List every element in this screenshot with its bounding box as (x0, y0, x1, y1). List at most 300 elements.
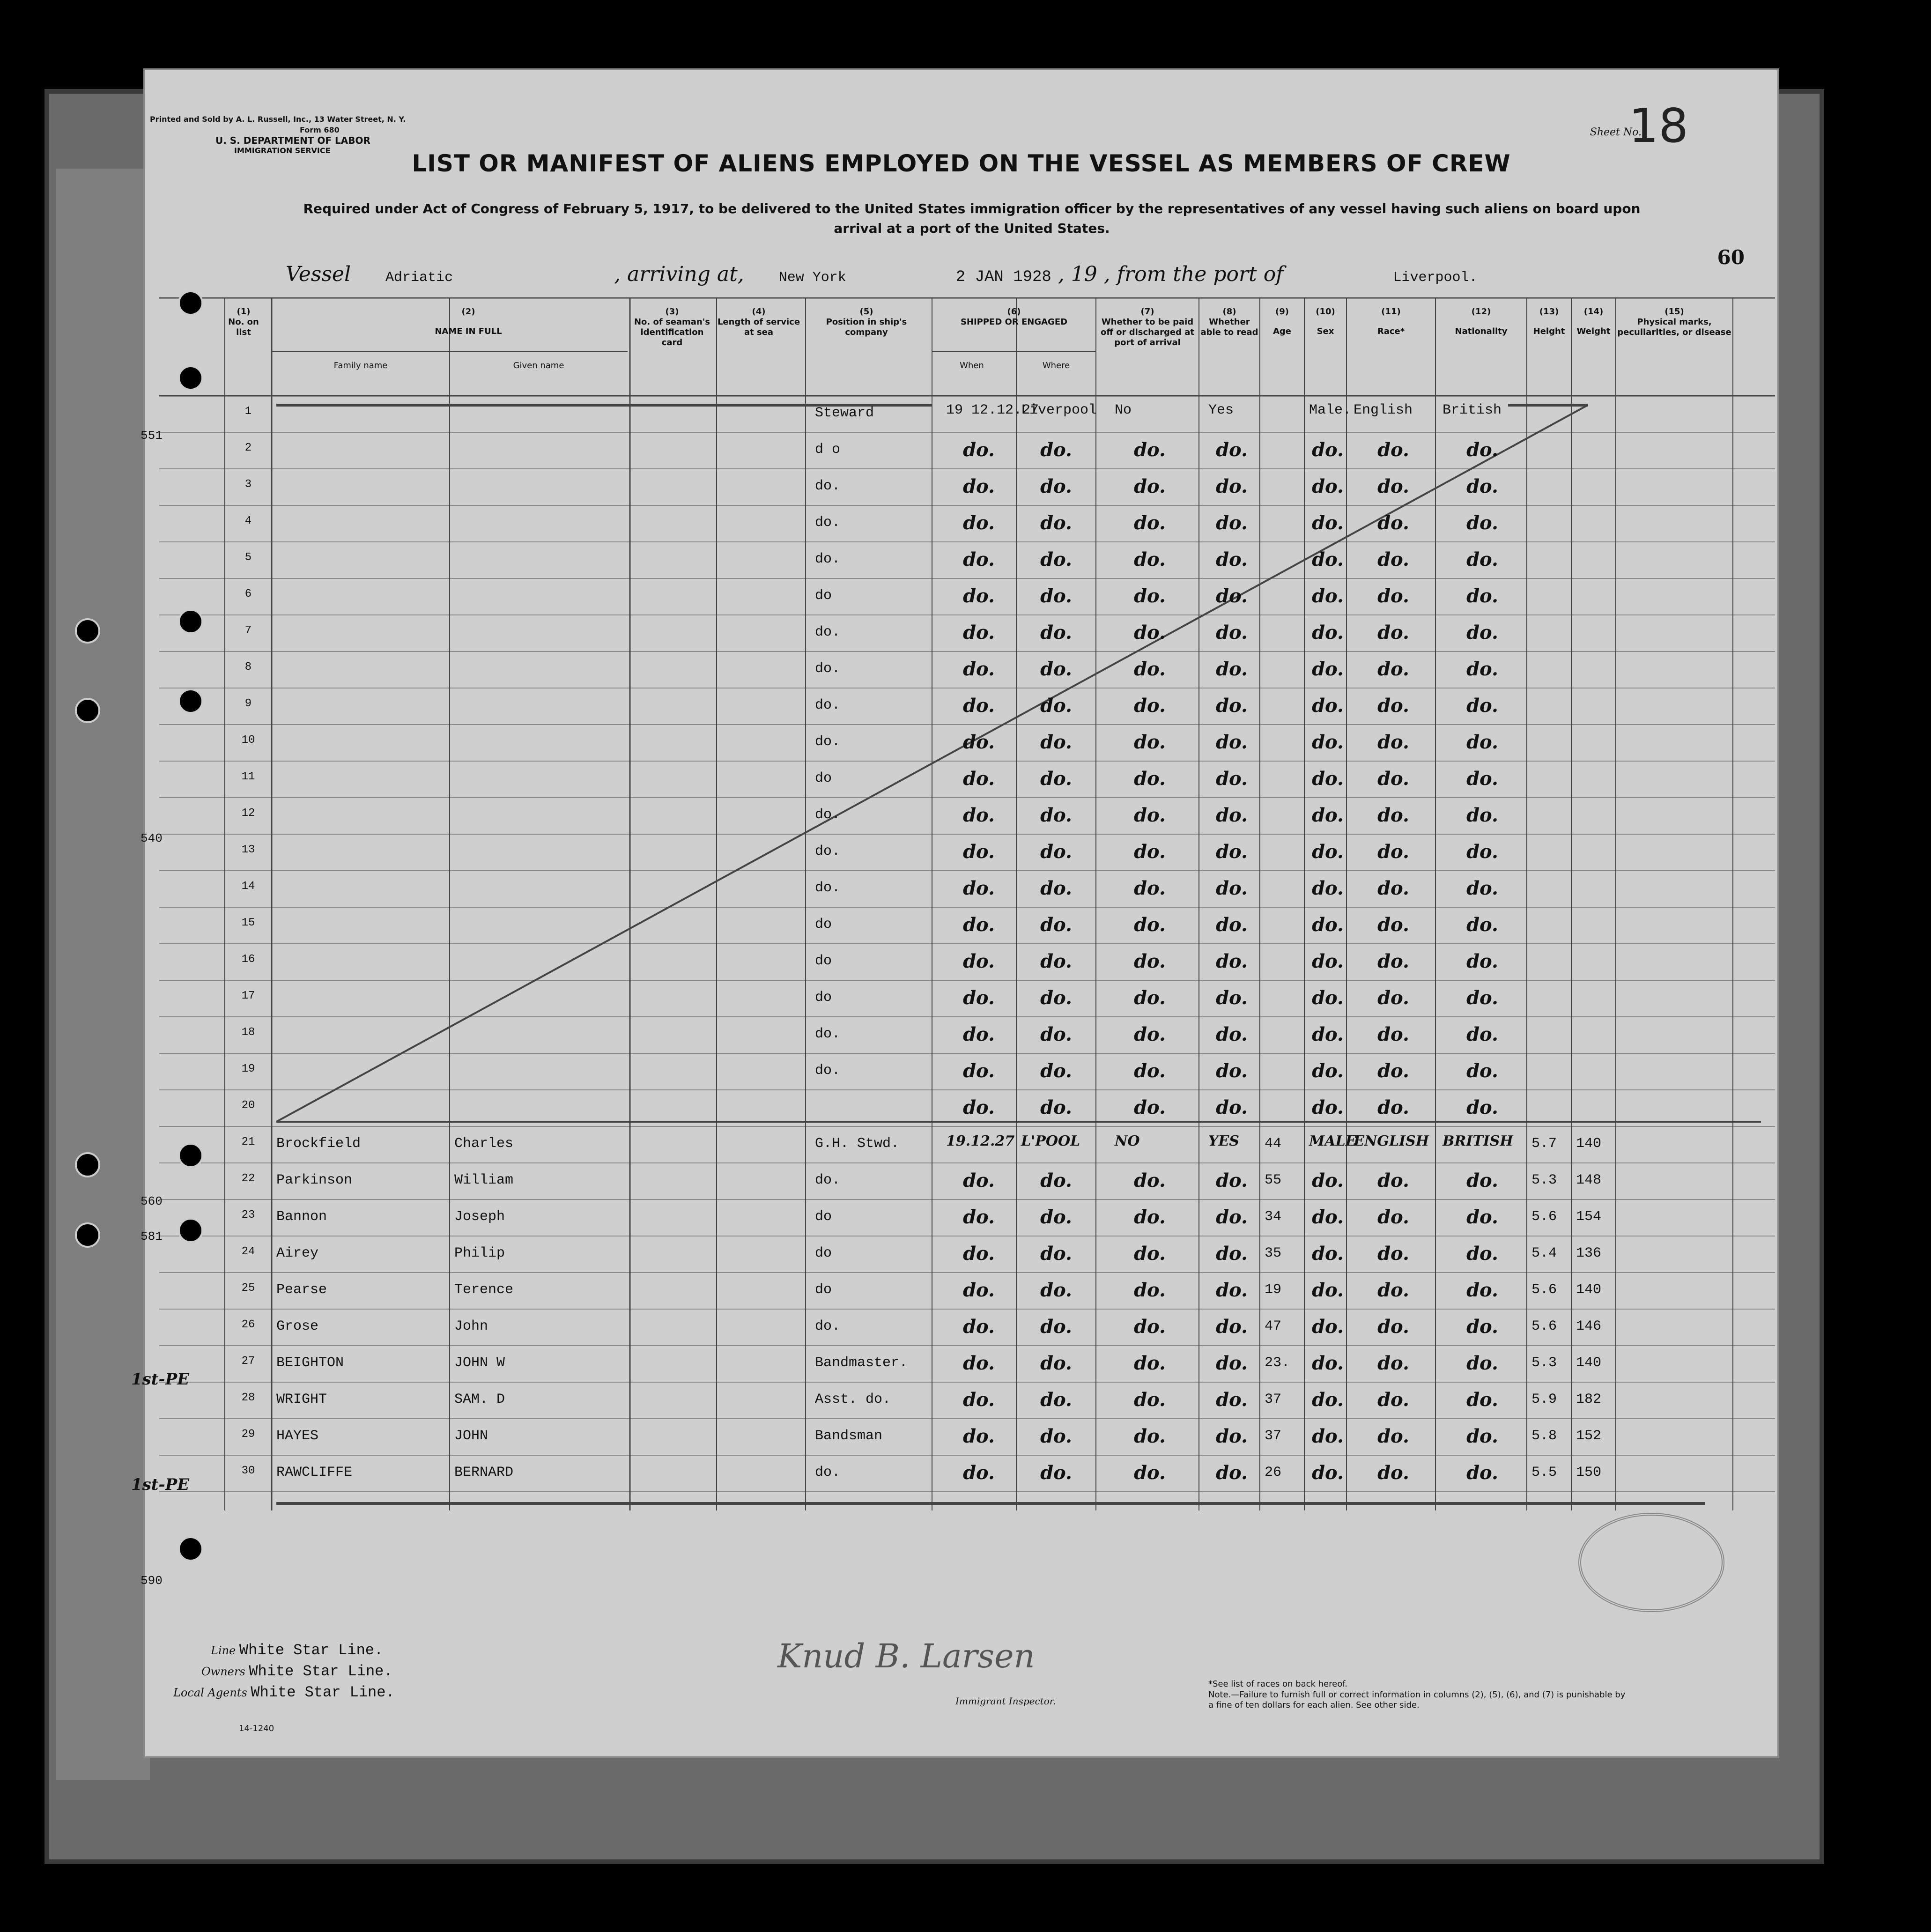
table-row (159, 871, 1775, 906)
position: do. (815, 624, 841, 640)
race: do. (1377, 1060, 1409, 1082)
sex: do. (1312, 439, 1344, 461)
race: English (1354, 402, 1413, 418)
sex: do. (1312, 877, 1344, 899)
race: do. (1377, 1389, 1409, 1411)
able-to-read: do. (1216, 731, 1248, 753)
position: do (815, 1282, 832, 1298)
shipped-when: do. (963, 585, 995, 607)
paid-off: do. (1134, 731, 1166, 753)
able-to-read: do. (1216, 1060, 1248, 1082)
list-number: 30 (241, 1465, 255, 1477)
inspector-label: Immigrant Inspector. (955, 1695, 1056, 1707)
page-number: 60 (1717, 246, 1745, 269)
col1-header: (1) No. on list (228, 307, 259, 337)
race: do. (1377, 1462, 1409, 1484)
sex: do. (1312, 1389, 1344, 1411)
paid-off: do. (1134, 512, 1166, 534)
sex: do. (1312, 1316, 1344, 1338)
weight: 140 (1576, 1136, 1602, 1152)
age: 19 (1265, 1282, 1282, 1298)
age: 55 (1265, 1172, 1282, 1188)
table-row (159, 1017, 1775, 1052)
list-number: 5 (244, 551, 252, 564)
able-to-read: do. (1216, 804, 1248, 826)
paid-off: do. (1134, 1170, 1166, 1192)
able-to-read: do. (1216, 658, 1248, 680)
given-name: JOHN W (454, 1355, 505, 1371)
list-number: 12 (241, 807, 255, 820)
list-number: 29 (241, 1428, 255, 1441)
weight: 140 (1576, 1355, 1602, 1371)
nationality: do. (1466, 914, 1498, 936)
position: do (815, 990, 832, 1006)
shipped-where: do. (1040, 1060, 1072, 1082)
list-number: 6 (244, 588, 252, 600)
sex: do. (1312, 475, 1344, 497)
able-to-read: do. (1216, 439, 1248, 461)
list-number: 2 (244, 442, 252, 454)
race: do. (1377, 768, 1409, 790)
able-to-read: do. (1216, 512, 1248, 534)
paid-off: do. (1134, 622, 1166, 644)
position: do. (815, 1318, 841, 1334)
table-row (159, 907, 1775, 942)
list-number: 7 (244, 624, 252, 637)
race: do. (1377, 622, 1409, 644)
form-code: 14-1240 (239, 1724, 274, 1733)
sex: do. (1312, 512, 1344, 534)
shipped-when: do. (963, 1243, 995, 1265)
family-name: BEIGHTON (276, 1355, 344, 1371)
position: Bandmaster. (815, 1355, 908, 1371)
nationality: do. (1466, 512, 1498, 534)
nationality: do. (1466, 1243, 1498, 1265)
height: 5.3 (1531, 1355, 1557, 1371)
position: do. (815, 697, 841, 713)
height: 5.3 (1531, 1172, 1557, 1188)
family-name: HAYES (276, 1428, 319, 1444)
sex: MALE (1309, 1133, 1356, 1149)
nationality: do. (1466, 1206, 1498, 1228)
table-row (159, 1273, 1775, 1308)
binder-hole (178, 1218, 203, 1243)
shipped-when: do. (963, 1206, 995, 1228)
shipped-where: do. (1040, 1462, 1072, 1484)
nationality: do. (1466, 1096, 1498, 1118)
race: do. (1377, 877, 1409, 899)
race: do. (1377, 1352, 1409, 1374)
sex: do. (1312, 1206, 1344, 1228)
crew-table (131, 297, 1775, 1632)
shipped-where: do. (1040, 950, 1072, 972)
shipped-where: do. (1040, 475, 1072, 497)
vessel-label: Vessel (286, 262, 351, 286)
shipped-when: do. (963, 1023, 995, 1045)
shipped-where: do. (1040, 585, 1072, 607)
race: do. (1377, 658, 1409, 680)
list-number: 20 (241, 1099, 255, 1112)
line-field: Line White Star Line. (211, 1642, 384, 1659)
paid-off: do. (1134, 1279, 1166, 1301)
shipped-when: do. (963, 768, 995, 790)
binder-hole (75, 698, 100, 723)
race: do. (1377, 1096, 1409, 1118)
nationality: do. (1466, 1462, 1498, 1484)
sheet-label: Sheet No. (1590, 126, 1642, 138)
table-row (159, 834, 1775, 869)
able-to-read: do. (1216, 1279, 1248, 1301)
when-header: When (960, 361, 984, 370)
shipped-when: do. (963, 695, 995, 717)
page-title: LIST OR MANIFEST OF ALIENS EMPLOYED ON THE VESSEL AS MEMBERS OF CREW (412, 150, 1511, 177)
race: do. (1377, 1170, 1409, 1192)
race: ENGLISH (1354, 1133, 1429, 1149)
able-to-read: do. (1216, 841, 1248, 863)
vessel-name: Adriatic (385, 270, 453, 286)
col3-header: (3) No. of seaman's identification card (634, 307, 710, 348)
paid-off: do. (1134, 950, 1166, 972)
binder-hole (178, 365, 203, 391)
table-row (159, 469, 1775, 504)
weight: 140 (1576, 1282, 1602, 1298)
shipped-where: do. (1040, 548, 1072, 570)
nationality: do. (1466, 804, 1498, 826)
sex: do. (1312, 1023, 1344, 1045)
able-to-read: do. (1216, 1462, 1248, 1484)
shipped-when: 19.12.27 (946, 1133, 1015, 1149)
owners-value: White Star Line. (249, 1663, 393, 1680)
paid-off: do. (1134, 1206, 1166, 1228)
sex: do. (1312, 914, 1344, 936)
table-row (159, 1346, 1775, 1381)
table-row (159, 944, 1775, 979)
given-name: Philip (454, 1245, 505, 1261)
table-row (159, 1163, 1775, 1198)
sex: do. (1312, 768, 1344, 790)
family-name: Grose (276, 1318, 319, 1334)
col2-header: (2) NAME IN FULL (435, 307, 502, 336)
nationality: do. (1466, 475, 1498, 497)
position: do. (815, 807, 841, 823)
shipped-where: do. (1040, 877, 1072, 899)
paid-off: do. (1134, 548, 1166, 570)
col15-header: (15) Physical marks, peculiarities, or disease (1617, 307, 1731, 337)
shipped-when: do. (963, 1425, 995, 1447)
list-number: 8 (244, 661, 252, 674)
paid-off: do. (1134, 804, 1166, 826)
sex: do. (1312, 1425, 1344, 1447)
nationality: do. (1466, 585, 1498, 607)
position: do. (815, 1026, 841, 1042)
given-name: BERNARD (454, 1465, 514, 1480)
table-row (159, 1419, 1775, 1454)
given-name: Terence (454, 1282, 514, 1298)
list-number: 11 (241, 770, 255, 783)
binder-hole (75, 1152, 100, 1177)
paid-off: do. (1134, 658, 1166, 680)
nationality: do. (1466, 950, 1498, 972)
able-to-read: do. (1216, 585, 1248, 607)
nationality: do. (1466, 658, 1498, 680)
printer-line: Printed and Sold by A. L. Russell, Inc., 13 Water Street, N. Y. (150, 115, 406, 124)
shipped-where: do. (1040, 512, 1072, 534)
sex: do. (1312, 622, 1344, 644)
table-row (159, 542, 1775, 577)
position: G.H. Stwd. (815, 1136, 900, 1152)
family-name: Bannon (276, 1209, 327, 1225)
given-name: William (454, 1172, 514, 1188)
shipped-when: do. (963, 1462, 995, 1484)
race: do. (1377, 585, 1409, 607)
able-to-read: do. (1216, 1425, 1248, 1447)
shipped-where: do. (1040, 1170, 1072, 1192)
sex: do. (1312, 731, 1344, 753)
given-name: SAM. D (454, 1392, 505, 1407)
shipped-when: do. (963, 731, 995, 753)
table-row (159, 725, 1775, 760)
nationality: do. (1466, 1316, 1498, 1338)
shipped-when: do. (963, 475, 995, 497)
race: do. (1377, 804, 1409, 826)
race: do. (1377, 695, 1409, 717)
position: do. (815, 1172, 841, 1188)
age: 26 (1265, 1465, 1282, 1480)
shipped-where: do. (1040, 914, 1072, 936)
col13-header: (13) Height (1533, 307, 1565, 336)
paid-off: do. (1134, 695, 1166, 717)
margin-note: 551 (141, 429, 163, 443)
shipped-when: do. (963, 1170, 995, 1192)
margin-note: 590 (141, 1574, 163, 1588)
page-subtitle: Required under Act of Congress of February 5, 1917, to be delivered to the United States immigration officer by the representatives of any vessel having such aliens on board upon arrival at a port of the United States. (303, 201, 1641, 236)
list-number: 9 (244, 697, 252, 710)
table-row (159, 432, 1775, 467)
col10-header: (10) Sex (1316, 307, 1335, 336)
height: 5.6 (1531, 1209, 1557, 1225)
race: do. (1377, 1243, 1409, 1265)
able-to-read: do. (1216, 1170, 1248, 1192)
department: U. S. DEPARTMENT OF LABOR (215, 135, 370, 146)
shipped-when: do. (963, 1352, 995, 1374)
able-to-read: do. (1216, 987, 1248, 1009)
able-to-read: do. (1216, 914, 1248, 936)
race: do. (1377, 1023, 1409, 1045)
race: do. (1377, 841, 1409, 863)
margin-note: 560 (141, 1194, 163, 1208)
table-row (159, 1090, 1775, 1125)
sex: do. (1312, 658, 1344, 680)
col14-header: (14) Weight (1576, 307, 1611, 336)
arriving-label: , arriving at, (614, 262, 744, 286)
list-number: 1 (244, 405, 252, 418)
inspector-signature: Knud B. Larsen (777, 1637, 1035, 1675)
able-to-read: do. (1216, 1243, 1248, 1265)
paid-off: do. (1134, 585, 1166, 607)
sex: do. (1312, 804, 1344, 826)
paid-off: do. (1134, 1243, 1166, 1265)
race: do. (1377, 512, 1409, 534)
list-number: 22 (241, 1172, 255, 1185)
list-number: 21 (241, 1136, 255, 1148)
paid-off: do. (1134, 1425, 1166, 1447)
paid-off: do. (1134, 841, 1166, 863)
shipped-when: do. (963, 877, 995, 899)
position: do (815, 588, 832, 604)
position: Asst. do. (815, 1392, 891, 1407)
paid-off: No (1115, 402, 1132, 418)
shipped-where: L'POOL (1021, 1133, 1080, 1149)
table-row (159, 1455, 1775, 1490)
age: 47 (1265, 1318, 1282, 1334)
shipped-where: do. (1040, 731, 1072, 753)
position: do. (815, 1465, 841, 1480)
weight: 146 (1576, 1318, 1602, 1334)
list-number: 17 (241, 990, 255, 1002)
family-name: Airey (276, 1245, 319, 1261)
nationality: British (1443, 402, 1502, 418)
table-row (159, 396, 1775, 431)
shipped-where: do. (1040, 1352, 1072, 1374)
line-value: White Star Line. (239, 1642, 384, 1659)
margin-note: 581 (141, 1229, 163, 1244)
service: IMMIGRATION SERVICE (234, 146, 331, 155)
given-name: John (454, 1318, 488, 1334)
margin-note: 540 (141, 831, 163, 845)
weight: 148 (1576, 1172, 1602, 1188)
nationality: do. (1466, 768, 1498, 790)
family-name: Pearse (276, 1282, 327, 1298)
sex: do. (1312, 841, 1344, 863)
race: do. (1377, 1425, 1409, 1447)
col8-header: (8) Whether able to read (1200, 307, 1258, 337)
sex: do. (1312, 1243, 1344, 1265)
col11-header: (11) Race* (1377, 307, 1405, 336)
shipped-when: do. (963, 987, 995, 1009)
table-row (159, 1053, 1775, 1088)
sex: do. (1312, 987, 1344, 1009)
able-to-read: do. (1216, 622, 1248, 644)
year-label: , 19 (1058, 262, 1097, 286)
shipped-where: do. (1040, 804, 1072, 826)
sheet-number: 18 (1628, 98, 1688, 153)
col7-header: (7) Whether to be paid off or discharged at port of arrival (1101, 307, 1194, 348)
age: 44 (1265, 1136, 1282, 1152)
nationality: do. (1466, 841, 1498, 863)
position: do. (815, 551, 841, 567)
nationality: do. (1466, 548, 1498, 570)
age: 23. (1265, 1355, 1290, 1371)
sex: do. (1312, 1462, 1344, 1484)
family-name: RAWCLIFFE (276, 1465, 353, 1480)
shipped-where: do. (1040, 1096, 1072, 1118)
height: 5.8 (1531, 1428, 1557, 1444)
binder-hole (75, 618, 100, 644)
form-number: Form 680 (300, 126, 340, 134)
table-row (159, 688, 1775, 723)
nationality: do. (1466, 1023, 1498, 1045)
nationality: do. (1466, 1425, 1498, 1447)
shipped-where: do. (1040, 439, 1072, 461)
shipped-where: do. (1040, 1279, 1072, 1301)
sex: do. (1312, 950, 1344, 972)
nationality: do. (1466, 1389, 1498, 1411)
owners-field: Owners White Star Line. (201, 1663, 393, 1680)
shipped-when: do. (963, 622, 995, 644)
family-name: Parkinson (276, 1172, 353, 1188)
position: do (815, 953, 832, 969)
height: 5.7 (1531, 1136, 1557, 1152)
paid-off: do. (1134, 1389, 1166, 1411)
table-row (159, 651, 1775, 687)
binding-strip (56, 169, 150, 1780)
manifest-sheet (131, 70, 1777, 1756)
races-note: *See list of races on back hereof. (1208, 1679, 1347, 1689)
shipped-where: do. (1040, 1316, 1072, 1338)
list-number: 15 (241, 917, 255, 929)
age: 37 (1265, 1392, 1282, 1407)
nationality: do. (1466, 731, 1498, 753)
shipped-where: do. (1040, 987, 1072, 1009)
weight: 182 (1576, 1392, 1602, 1407)
able-to-read: do. (1216, 768, 1248, 790)
position: do. (815, 661, 841, 677)
paid-off: do. (1134, 475, 1166, 497)
position: do. (815, 880, 841, 896)
able-to-read: do. (1216, 1206, 1248, 1228)
table-row (159, 798, 1775, 833)
table-row (159, 505, 1775, 540)
table-row (159, 1236, 1775, 1271)
able-to-read: do. (1216, 950, 1248, 972)
list-number: 3 (244, 478, 252, 491)
shipped-when: do. (963, 658, 995, 680)
vessel-line (286, 262, 1478, 286)
shipped-where: do. (1040, 1243, 1072, 1265)
shipped-when: do. (963, 914, 995, 936)
list-number: 23 (241, 1209, 255, 1221)
position: do. (815, 1063, 841, 1079)
nationality: do. (1466, 877, 1498, 899)
list-number: 16 (241, 953, 255, 966)
col9-header: (9) Age (1273, 307, 1292, 336)
family-name: WRIGHT (276, 1392, 327, 1407)
able-to-read: YES (1208, 1133, 1239, 1149)
sex: do. (1312, 1352, 1344, 1374)
shipped-when: do. (963, 804, 995, 826)
table-row (159, 615, 1775, 650)
shipped-when: do. (963, 1389, 995, 1411)
penalty-note: Note.—Failure to furnish full or correct information in columns (2), (5), (6), and (7) is punishable by a fine of ten dollars for each alien. See other side. (1208, 1690, 1626, 1710)
shipped-where: Liverpool (1021, 402, 1097, 418)
height: 5.5 (1531, 1465, 1557, 1480)
list-number: 13 (241, 844, 255, 856)
race: do. (1377, 1206, 1409, 1228)
nationality: do. (1466, 987, 1498, 1009)
agents-field: Local Agents White Star Line. (173, 1684, 395, 1701)
weight: 152 (1576, 1428, 1602, 1444)
paid-off: do. (1134, 439, 1166, 461)
nationality: do. (1466, 439, 1498, 461)
position: do. (815, 515, 841, 531)
table-row (159, 578, 1775, 614)
paid-off: do. (1134, 987, 1166, 1009)
shipped-when: do. (963, 1316, 995, 1338)
able-to-read: do. (1216, 548, 1248, 570)
table-row (159, 1199, 1775, 1235)
nationality: BRITISH (1443, 1133, 1513, 1149)
table-row (159, 1309, 1775, 1344)
